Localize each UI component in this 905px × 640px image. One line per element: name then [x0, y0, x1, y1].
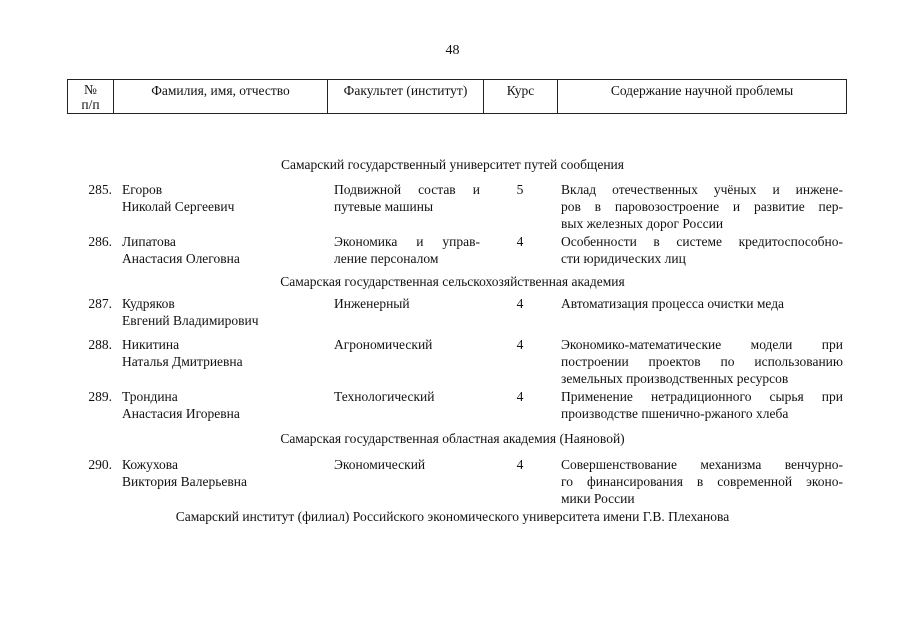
given-names: Виктория Валерьевна — [122, 474, 247, 489]
row-number: 290. — [88, 457, 112, 472]
topic-line: го финансирования в современной эконо- — [561, 474, 843, 489]
header-research-topic: Содержание научной проблемы — [610, 83, 794, 98]
row-number: 289. — [88, 389, 112, 404]
topic-line: земельных производственных ресурсов — [561, 371, 789, 386]
topic-line: Совершенствование механизма венчурно- — [561, 457, 843, 472]
course: 4 — [516, 457, 524, 472]
row-number: 286. — [88, 234, 112, 249]
research-topic — [561, 233, 843, 267]
topic-line: Применение нетрадиционного сырья при — [561, 389, 843, 404]
student-name — [122, 181, 322, 215]
faculty-line: Инженерный — [334, 296, 410, 311]
section-title: Самарский государственный университет путей сообщения — [281, 157, 624, 172]
section-title: Самарский институт (филиал) Российского экономического университета имени Г.В. Плеханова — [175, 509, 730, 524]
topic-line: ров в паровозостроение и развитие пер- — [561, 199, 843, 214]
given-names: Евгений Владимирович — [122, 313, 259, 328]
course: 4 — [516, 389, 524, 404]
page-number: 48 — [445, 43, 460, 58]
faculty-line: ление персоналом — [334, 251, 439, 266]
given-names: Анастасия Игоревна — [122, 406, 240, 421]
header-number — [68, 80, 114, 113]
header-faculty: Факультет (институт) — [328, 80, 484, 113]
faculty-line: Технологический — [334, 389, 435, 404]
faculty — [334, 336, 480, 353]
faculty — [334, 181, 480, 215]
given-names: Наталья Дмитриевна — [122, 354, 243, 369]
research-topic — [561, 388, 843, 422]
section-title: Самарская государственная областная академия (Наяновой) — [280, 431, 625, 446]
row-number: 287. — [88, 296, 112, 311]
faculty — [334, 295, 480, 312]
topic-line: сти юридических лиц — [561, 251, 686, 266]
faculty — [334, 456, 480, 473]
faculty — [334, 233, 480, 267]
course: 4 — [516, 337, 524, 352]
topic-line: мики России — [561, 491, 635, 506]
research-topic — [561, 456, 843, 507]
topic-line: производстве пшенично-ржаного хлеба — [561, 406, 789, 421]
faculty-line: Агрономический — [334, 337, 433, 352]
student-name — [122, 336, 322, 370]
row-number: 285. — [88, 182, 112, 197]
research-topic — [561, 336, 843, 387]
header-number-line-2: п/п — [81, 97, 100, 112]
faculty-line: Экономика и управ- — [334, 234, 480, 249]
research-topic — [561, 295, 843, 312]
section-title: Самарская государственная сельскохозяйственная академия — [280, 274, 625, 289]
given-names: Николай Сергеевич — [122, 199, 235, 214]
student-name — [122, 388, 322, 422]
row-number: 288. — [88, 337, 112, 352]
topic-line: Автоматизация процесса очистки меда — [561, 296, 785, 311]
topic-line: вых железных дорог России — [561, 216, 724, 231]
surname: Липатова — [122, 234, 176, 249]
course: 4 — [516, 296, 524, 311]
surname: Никитина — [122, 337, 180, 352]
faculty-line: путевые машины — [334, 199, 434, 214]
research-topic — [561, 181, 843, 232]
topic-line: построении проектов по использованию — [561, 354, 843, 369]
faculty-line: Экономический — [334, 457, 426, 472]
header-course: Курс — [484, 80, 558, 113]
surname: Егоров — [122, 182, 163, 197]
table-header — [67, 79, 847, 114]
student-name — [122, 233, 322, 267]
course: 5 — [516, 182, 524, 197]
surname: Трондина — [122, 389, 178, 404]
surname: Кожухова — [122, 457, 178, 472]
course: 4 — [516, 234, 524, 249]
student-name — [122, 456, 322, 490]
given-names: Анастасия Олеговна — [122, 251, 240, 266]
topic-line: Вклад отечественных учёных и инжене- — [561, 182, 843, 197]
surname: Кудряков — [122, 296, 175, 311]
topic-line: Особенности в системе кредитоспособно- — [561, 234, 843, 249]
faculty — [334, 388, 480, 405]
student-name — [122, 295, 322, 329]
header-number-line-1: № — [84, 82, 97, 97]
faculty-line: Подвижной состав и — [334, 182, 480, 197]
header-full-name: Фамилия, имя, отчество — [114, 80, 328, 113]
topic-line: Экономико-математические модели при — [561, 337, 843, 352]
